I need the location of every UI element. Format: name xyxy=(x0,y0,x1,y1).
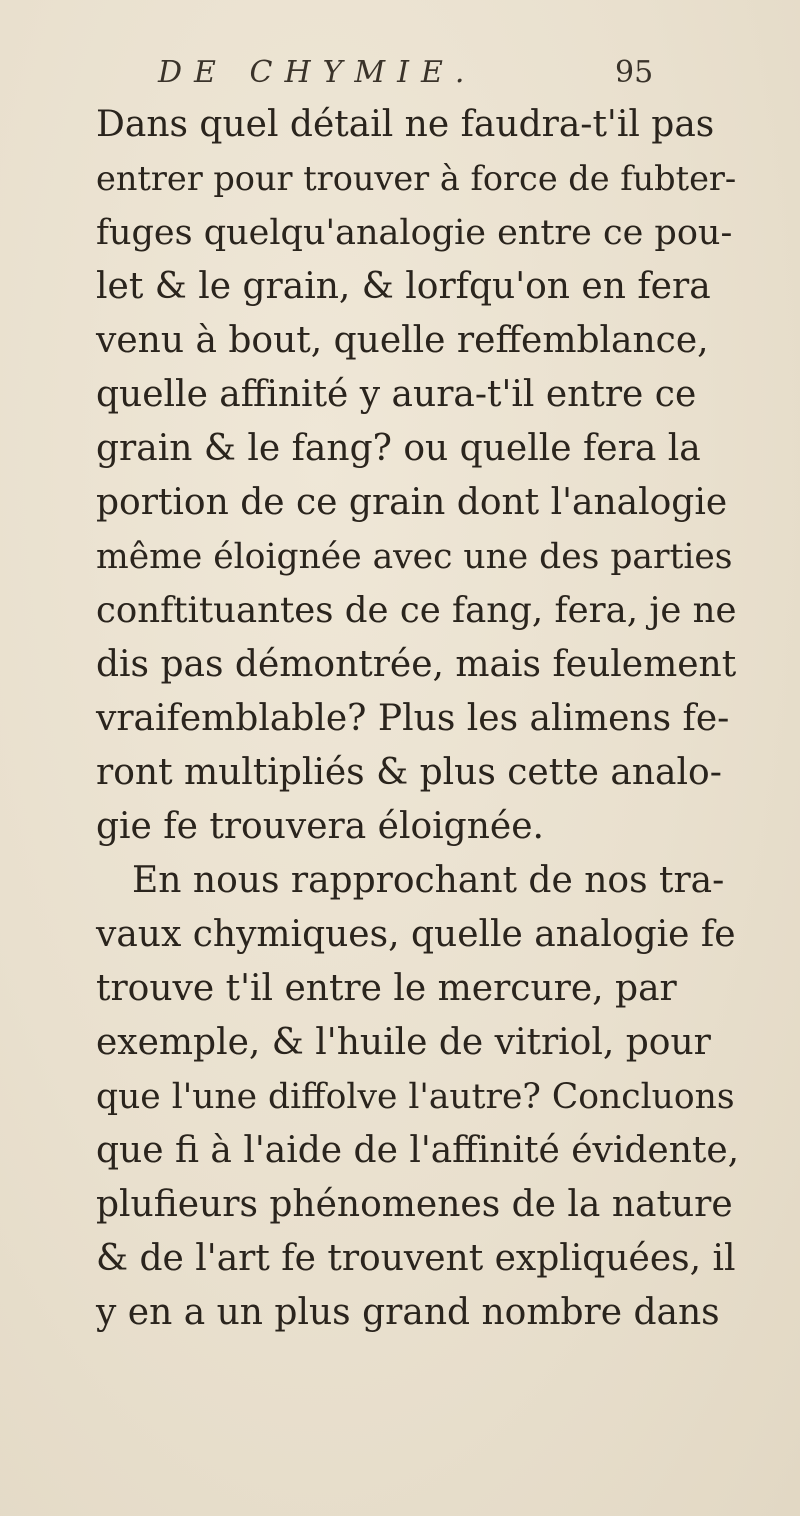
text-line: y en a un plus grand nombre dans xyxy=(96,1292,720,1333)
text-line: En nous rapprochant de nos tra- xyxy=(132,860,725,901)
text-line: venu à bout, quelle reffemblance, xyxy=(96,320,709,361)
text-line: que fi à l'aide de l'affinité évidente, xyxy=(96,1130,740,1171)
text-line: gie fe trouvera éloignée. xyxy=(96,806,544,847)
text-line: quelle affinité y aura-t'il entre ce xyxy=(96,374,697,415)
page-header xyxy=(0,48,800,98)
text-line: Dans quel détail ne faudra-t'il pas xyxy=(96,104,715,145)
text-line: ront multipliés & plus cette analo- xyxy=(96,752,722,793)
page-number: 95 xyxy=(615,55,654,90)
text-line: vraifemblable? Plus les alimens fe- xyxy=(96,698,730,739)
text-line: conftituantes de ce fang, fera, je ne xyxy=(96,590,737,631)
text-line: plufieurs phénomenes de la nature xyxy=(96,1184,733,1225)
text-line: entrer pour trouver à force de fubter- xyxy=(96,159,737,198)
text-line: & de l'art fe trouvent expliquées, il xyxy=(96,1238,736,1279)
text-line: dis pas démontrée, mais feulement xyxy=(96,644,737,685)
text-line: fuges quelqu'analogie entre ce pou- xyxy=(96,213,733,253)
text-line: que l'une diffolve l'autre? Concluons xyxy=(96,1077,735,1117)
text-line: let & le grain, & lorfqu'on en fera xyxy=(96,266,711,307)
text-line: exemple, & l'huile de vitriol, pour xyxy=(96,1022,711,1063)
running-title: DE CHYMIE. xyxy=(158,55,477,90)
text-line: vaux chymiques, quelle analogie fe xyxy=(96,914,736,955)
text-line: même éloignée avec une des parties xyxy=(96,537,733,577)
text-line: portion de ce grain dont l'analogie xyxy=(96,482,728,523)
text-line: grain & le fang? ou quelle fera la xyxy=(96,428,701,469)
text-line: trouve t'il entre le mercure, par xyxy=(96,968,677,1009)
